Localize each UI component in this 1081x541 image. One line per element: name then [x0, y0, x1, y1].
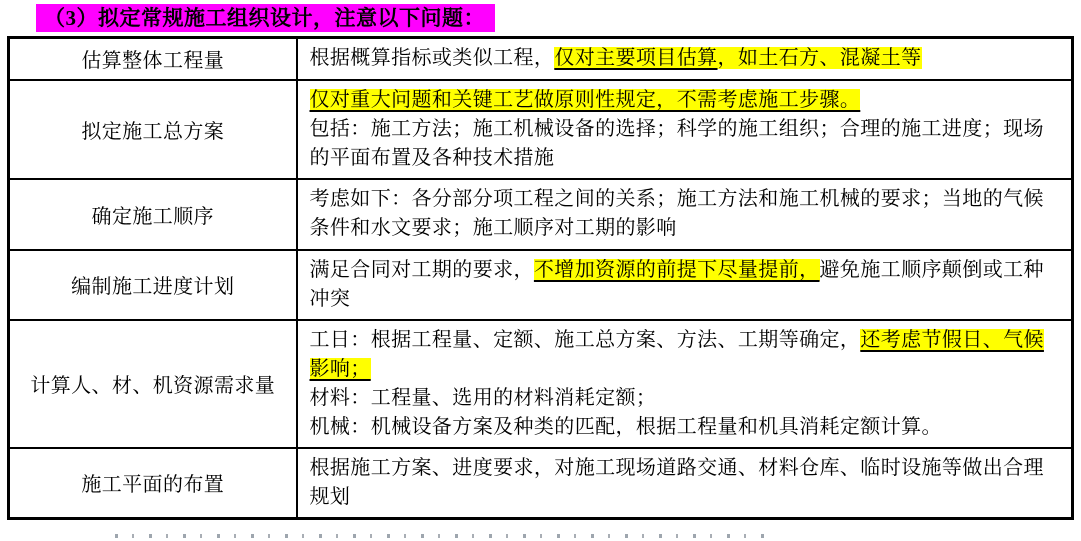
table-row	[9, 38, 1073, 80]
text-segment: 包括：施工方法；施工机械设备的选择；科学的施工组织；合理的施工进度；现场的平面布置及各种技术措施	[309, 117, 1044, 169]
highlighted-text: 仅对重大问题和关键工艺做原则性规定，不需考虑施工步骤。	[309, 88, 861, 111]
paragraph	[310, 185, 1062, 243]
highlighted-text: 还考虑节假日、气候影响；	[309, 328, 1044, 380]
row-content	[297, 448, 1073, 519]
text-segment: 避免施工顺序颠倒或工种冲突	[309, 258, 1044, 310]
highlighted-text: 仅对主要项目估算	[554, 47, 718, 70]
paragraph	[310, 454, 1062, 512]
text-segment: 根据施工方案、进度要求，对施工现场道路交通、材料仓库、临时设施等做出合理规划	[309, 456, 1044, 508]
row-content	[297, 38, 1073, 80]
clipped-next-line-fragment	[115, 534, 775, 538]
paragraph	[310, 86, 1062, 115]
row-label: 计算人、材、机资源需求量	[9, 320, 297, 448]
paragraph	[310, 384, 1062, 413]
table-row	[9, 250, 1073, 320]
section-title: （3）拟定常规施工组织设计，注意以下问题：	[36, 4, 495, 32]
table-row	[9, 320, 1073, 448]
paragraph	[310, 256, 1062, 314]
text-segment: 材料：工程量、选用的材料消耗定额；	[309, 386, 657, 409]
row-content	[297, 320, 1073, 448]
paragraph	[310, 44, 1062, 73]
table-row	[9, 80, 1073, 179]
text-segment: 机械：机械设备方案及种类的匹配，根据工程量和机具消耗定额计算。	[309, 415, 942, 438]
row-label: 确定施工顺序	[9, 179, 297, 250]
text-segment: 工日：根据工程量、定额、施工总方案、方法、工期等确定，	[309, 328, 861, 351]
paragraph	[310, 326, 1062, 384]
row-label: 编制施工进度计划	[9, 250, 297, 320]
table-row	[9, 179, 1073, 250]
row-label: 估算整体工程量	[9, 38, 297, 80]
doc-table-body	[9, 38, 1073, 519]
paragraph	[310, 413, 1062, 442]
text-segment: 考虑如下：各分部分项工程之间的关系；施工方法和施工机械的要求；当地的气候条件和水文要求；施工顺序对工期的影响	[309, 188, 1044, 239]
row-content	[297, 179, 1073, 250]
row-label: 施工平面的布置	[9, 448, 297, 519]
row-content	[297, 250, 1073, 320]
highlighted-text: ，如土石方、混凝土等	[717, 47, 922, 70]
highlighted-text: 不增加资源的前提下尽量提前，	[533, 258, 820, 281]
text-segment: 满足合同对工期的要求，	[309, 258, 534, 281]
row-content	[297, 80, 1073, 179]
row-label: 拟定施工总方案	[9, 80, 297, 179]
paragraph	[310, 115, 1062, 173]
construction-design-table	[7, 36, 1074, 520]
table-row	[9, 448, 1073, 519]
text-segment: 根据概算指标或类似工程，	[309, 47, 555, 70]
